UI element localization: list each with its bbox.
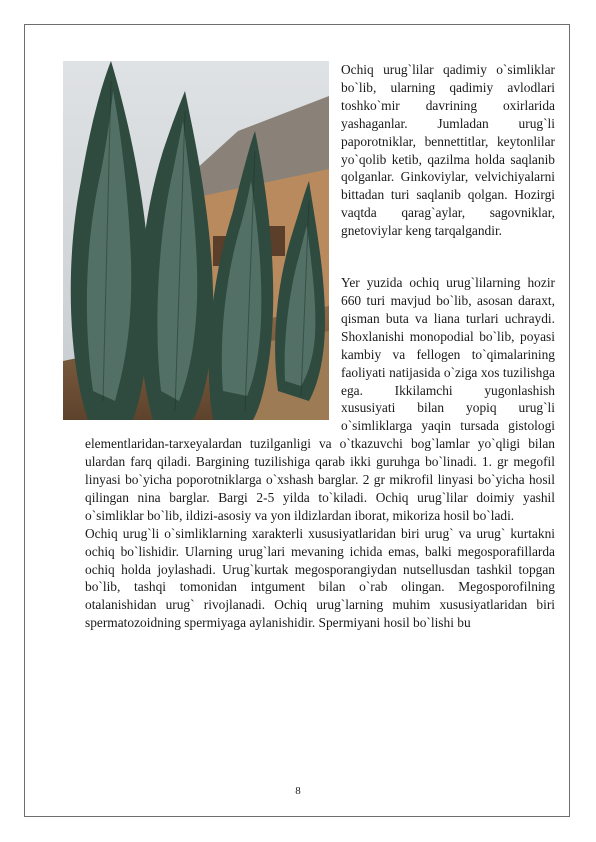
cypress-trees-photo xyxy=(63,61,329,420)
page-content xyxy=(85,61,555,632)
intro-paragraph: Ochiq urug`lilar qadimiy o`simliklar bo`lib, ularning qadimiy avlodlari toshko`mir davrining oxirlarida yashaganlar. Jumladan urug`li paporotniklar, bennettitlar, keytonlilar yo`qolib ketib, qazilma holda saqlanib qolganlar. Ginkoviylar, velvichiyalarni bittadan turi saqlanib qolgan. Hozirgi vaqtda qarag`aylar, sagovniklar, gnetoviylar keng tarqalgandir. xyxy=(341,62,555,239)
paragraph-species: Yer yuzida ochiq urug`lilarning hozir 660 turi mavjud bo`lib, asosan daraxt, qisman buta va liana turlari uchraydi. Shoxlanishi monopodial bo`lib, poyasi kambiy va fellogen to`qimalarining faoliyati natijasida o`ziga xos tuzilishga ega. Ikkilamchi yugonlashish xususiyati bilan yopiq urug`li o`simliklarga yaqin tursada gistologi elementlaridan-tarxeyalardan tuzilganligi va o`tkazuvchi bog`lamlar yo`qligi bilan ulardan farq qiladi. Bargining tuzilishiga qarab ikki guruhga bo`linadi. 1. gr megofil linyasi bo`yicha poporotniklarga o`xshash barglar. 2 gr mikrofil linyasi bo`yicha hosil qilingan nina barglar. Bargi 2-5 yilda to`kiladi. Ochiq urug`lilar doimiy yashil o`simliklar bo`lib, ildizi-asosiy va yon ildizlardan iborat, mikoriza hosil bo`ladi. xyxy=(85,275,555,523)
paragraph-features: Ochiq urug`li o`simliklarning xarakterli xususiyatlaridan biri urug` va urug` kurtakni ochiq bo`lishidir. Ularning urug`lari mevaning ichida emas, balki megosporafillarda ochiq holda joylashadi. Urug`kurtak megosporangiydan nutsellusdan tashkil topgan bo`lib, tashqi tomonidan intgument bilan o`rab olingan. Megosporofilning otalanishidan urug` rivojlanadi. Ochiq urug`larning muhim xususiyatlaridan biri spermatozoidning spermiyaga aylanishidir. Spermiyani hosil bo`lishi bu xyxy=(85,525,555,631)
page-number: 8 xyxy=(295,785,301,797)
